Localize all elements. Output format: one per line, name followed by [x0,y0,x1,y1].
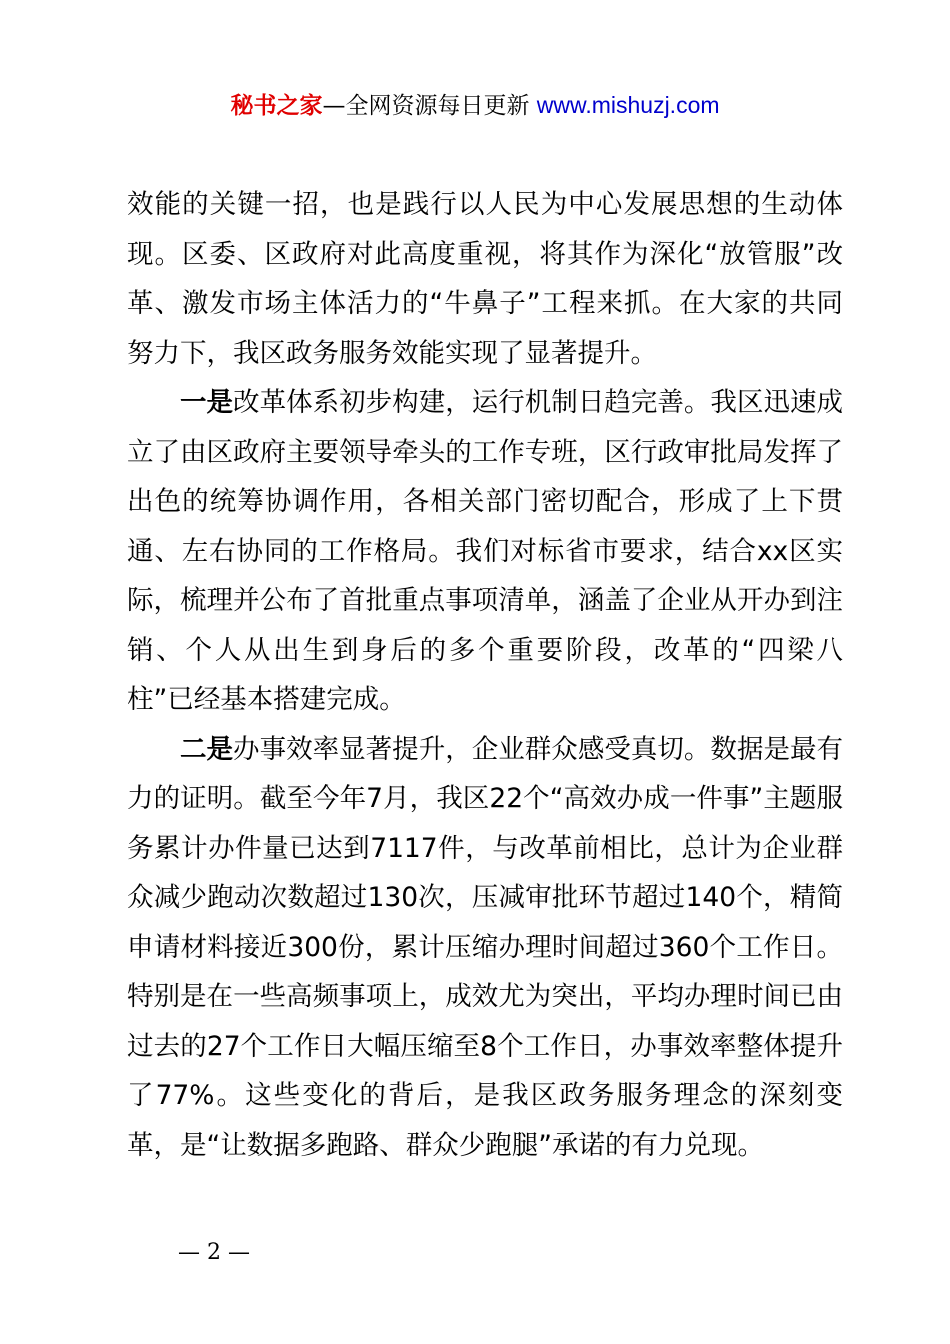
page-number: — 2 — [178,1240,250,1265]
paragraph-text: 改革体系初步构建，运行机制日趋完善。我区迅速成立了由区政府主要领导牵头的工作专班，区行政审批局发挥了出色的统筹协调作用，各相关部门密切配合，形成了上下贯通、左右协同的工作格局。我们对标省市要求，结合xx区实际，梳理并公布了首批重点事项清单，涵盖了企业从开办到注销、个人从出生到身后的多个重要阶段，改革的“四梁八柱”已经基本搭建完成。 [127,387,844,715]
header-tagline: —全网资源每日更新 [322,93,530,119]
paragraph-second-point [127,725,843,1171]
site-header [0,88,950,123]
paragraph-first-point [127,378,843,725]
paragraph-lead: 一是 [180,387,234,418]
paragraph-lead: 二是 [180,733,234,765]
document-body [127,180,843,1170]
site-url-link[interactable]: www.mishuzj.com [536,92,720,118]
paragraph-text: 办事效率显著提升，企业群众感受真切。数据是最有力的证明。截至今年7月，我区22个“高效办成一件事”主题服务累计办件量已达到7117件，与改革前相比，总计为企业群众减少跑动次数超过130次，压减审批环节超过140个，精简申请材料接近300份，累计压缩办理时间超过360个工作日。特别是在一些高频事项上，成效尤为突出，平均办理时间已由过去的27个工作日大幅压缩至8个工作日，办事效率整体提升了77%。这些变化的背后，是我区政务服务理念的深刻变革，是“让数据多跑路、群众少跑腿”承诺的有力兑现。 [127,733,844,1161]
brand-name: 秘书之家 [230,93,323,119]
paragraph-text: 效能的关键一招，也是践行以人民为中心发展思想的生动体现。区委、区政府对此高度重视，将其作为深化“放管服”改革、激发市场主体活力的“牛鼻子”工程来抓。在大家的共同努力下，我区政务服务效能实现了显著提升。 [127,189,843,369]
paragraph-intro [127,180,843,378]
